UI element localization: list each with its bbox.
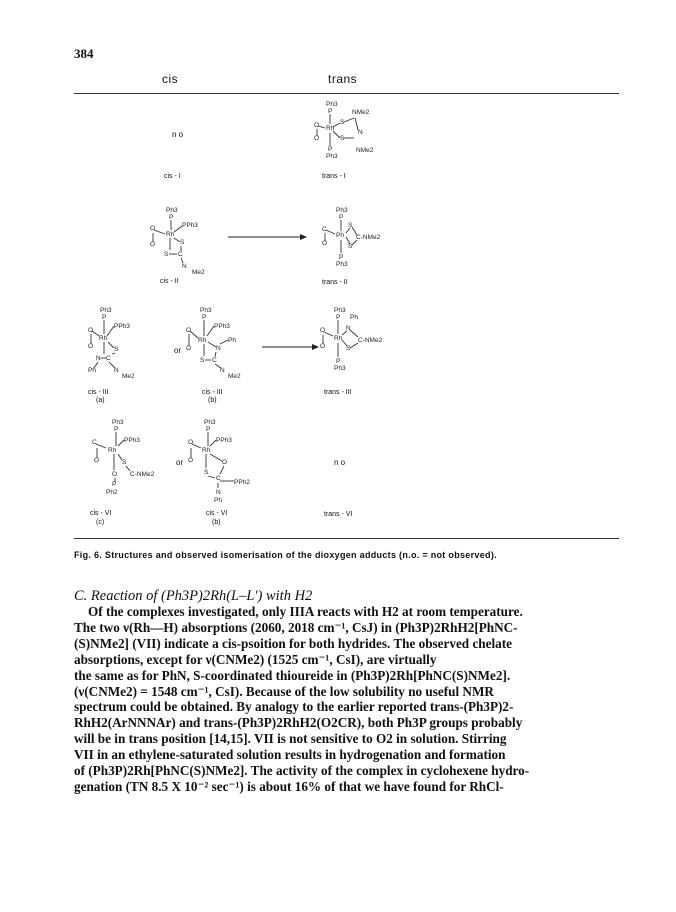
- svg-text:C: C: [106, 355, 111, 362]
- svg-text:C: C: [216, 475, 221, 482]
- svg-text:O: O: [314, 135, 320, 142]
- svg-text:Ph3: Ph3: [166, 207, 178, 214]
- label-cis-III-a: cis - III: [88, 389, 109, 396]
- body-line: (S)NMe2] (VII) indicate a cis-psoition for both hydrides. The observed chelate: [74, 635, 512, 651]
- svg-text:P: P: [206, 426, 211, 433]
- svg-text:O: O: [186, 345, 192, 352]
- or-connector-1: or: [174, 346, 182, 355]
- svg-text:Ph3: Ph3: [336, 261, 348, 268]
- svg-text:C-NMe2: C-NMe2: [356, 234, 381, 241]
- svg-text:Ph3: Ph3: [326, 101, 338, 108]
- svg-text:O: O: [88, 327, 94, 334]
- body-line: RhH2(ArNNNAr) and trans-(Ph3P)2RhH2(O2CR), both Ph3P groups probably: [74, 715, 523, 731]
- svg-text:NMe2: NMe2: [352, 109, 370, 116]
- column-header-trans: trans: [328, 72, 358, 86]
- svg-text:N: N: [96, 355, 101, 362]
- svg-text:Ph3: Ph3: [204, 419, 216, 426]
- svg-text:P: P: [202, 314, 207, 321]
- svg-text:N: N: [358, 129, 363, 136]
- svg-text:Ph2: Ph2: [106, 489, 118, 496]
- svg-text:S: S: [340, 119, 345, 126]
- svg-text:Ph3: Ph3: [112, 419, 124, 426]
- svg-text:P: P: [336, 314, 341, 321]
- svg-text:S: S: [340, 135, 345, 142]
- svg-text:Rh: Rh: [99, 335, 108, 342]
- svg-text:P: P: [112, 481, 117, 488]
- svg-text:Rh: Rh: [108, 447, 117, 454]
- svg-text:O: O: [186, 327, 192, 334]
- structure-cis-III-a: [84, 306, 164, 396]
- figure-caption: Fig. 6. Structures and observed isomerisation of the dioxygen adducts (n.o. = not observed).: [74, 550, 497, 560]
- svg-text:O: O: [188, 439, 194, 446]
- svg-text:PPh2: PPh2: [234, 479, 250, 486]
- svg-text:C: C: [178, 251, 183, 258]
- body-text: [74, 604, 634, 795]
- structure-cis-II: [130, 206, 220, 278]
- svg-text:C-NMe2: C-NMe2: [130, 471, 155, 478]
- svg-text:P: P: [328, 146, 333, 153]
- section-heading: C. Reaction of (Ph3P)2Rh(L–L') with H2: [74, 588, 313, 604]
- svg-text:NMe2: NMe2: [356, 147, 374, 154]
- label-cis-VI-d: cis - VI: [206, 510, 228, 517]
- structure-trans-III: [306, 306, 390, 386]
- label-trans-I: trans - I: [322, 173, 346, 180]
- figure-bottom-rule: [74, 538, 619, 539]
- svg-text:Me2: Me2: [228, 373, 241, 380]
- svg-text:P: P: [114, 426, 119, 433]
- body-line: Of the complexes investigated, only IIIA reacts with H2 at room temperature.: [88, 604, 523, 619]
- trans-VI-not-observed: n o: [334, 458, 346, 467]
- svg-text:C: C: [212, 357, 217, 364]
- svg-text:O: O: [320, 327, 326, 334]
- svg-text:O: O: [112, 471, 118, 478]
- body-line: genation (TN 8.5 X 10⁻² sec⁻¹) is about 16% of that we have found for RhCl-: [74, 778, 504, 794]
- svg-text:N: N: [114, 367, 119, 374]
- svg-text:S: S: [164, 251, 169, 258]
- svg-text:Ph3: Ph3: [336, 207, 348, 214]
- svg-text:Ph: Ph: [336, 232, 344, 239]
- svg-text:P: P: [102, 314, 107, 321]
- svg-text:PPh3: PPh3: [216, 437, 232, 444]
- body-line: (ν(CNMe2) = 1548 cm⁻¹, CsI). Because of the low solubility no useful NMR: [74, 683, 494, 699]
- svg-text:Ph: Ph: [350, 314, 358, 321]
- page-number: 384: [74, 46, 94, 61]
- label-cis-III-b-sub: (b): [208, 397, 217, 404]
- structure-cis-VI-c: [84, 418, 180, 514]
- column-header-cis: cis: [162, 72, 179, 86]
- svg-text:Ph3: Ph3: [334, 365, 346, 372]
- label-cis-II: cis - II: [160, 278, 179, 285]
- svg-text:C-NMe2: C-NMe2: [358, 337, 383, 344]
- svg-text:P: P: [169, 214, 174, 221]
- svg-text:Me2: Me2: [192, 269, 205, 276]
- svg-text:O: O: [222, 459, 228, 466]
- svg-text:P: P: [336, 358, 341, 365]
- svg-text:P: P: [328, 108, 333, 115]
- svg-text:Ph3: Ph3: [200, 307, 212, 314]
- label-trans-VI: trans - VI: [324, 511, 353, 518]
- svg-text:P: P: [339, 254, 344, 261]
- svg-text:S: S: [180, 239, 185, 246]
- svg-text:S: S: [346, 345, 351, 352]
- svg-text:O: O: [322, 240, 328, 247]
- label-cis-VI-c-sub: (c): [96, 519, 105, 526]
- structure-cis-VI-d: [182, 418, 278, 514]
- body-line: absorptions, except for ν(CNMe2) (1525 cm⁻¹, CsI), are virtually: [74, 651, 437, 667]
- svg-text:Ph3: Ph3: [326, 153, 338, 160]
- svg-text:Ph3: Ph3: [334, 307, 346, 314]
- svg-text:N: N: [182, 263, 187, 270]
- svg-text:Me2: Me2: [122, 373, 135, 380]
- svg-text:N: N: [216, 489, 221, 496]
- svg-text:O: O: [150, 225, 156, 232]
- svg-text:Ph: Ph: [228, 337, 236, 344]
- body-line: the same as for PhN, S-coordinated thioureide in (Ph3P)2Rh[PhNC(S)NMe2].: [74, 667, 511, 683]
- svg-text:C: C: [322, 226, 327, 233]
- label-trans-III: trans - III: [324, 389, 352, 396]
- body-line: The two ν(Rh—H) absorptions (2060, 2018 cm⁻¹, CsJ) in (Ph3P)2RhH2[PhNC-: [74, 619, 518, 635]
- svg-text:Rh: Rh: [202, 447, 211, 454]
- svg-text:Rh: Rh: [326, 125, 335, 132]
- svg-text:S: S: [204, 469, 209, 476]
- svg-text:Rh: Rh: [334, 335, 343, 342]
- svg-text:PPh3: PPh3: [214, 323, 230, 330]
- structure-trans-I: [300, 100, 380, 170]
- svg-text:O: O: [320, 343, 326, 350]
- label-cis-III-b: cis - III: [202, 389, 223, 396]
- structure-cis-III-b: [180, 306, 262, 396]
- svg-text:S: S: [348, 243, 353, 250]
- svg-text:N: N: [346, 325, 351, 332]
- body-line: will be in trans position [14,15]. VII is not sensitive to O2 in solution. Stirring: [74, 731, 507, 747]
- svg-text:S: S: [200, 357, 205, 364]
- svg-text:O: O: [94, 457, 100, 464]
- arrow-II: [228, 232, 308, 242]
- label-cis-VI-c: cis - VI: [90, 510, 112, 517]
- label-cis-I: cis - I: [164, 173, 181, 180]
- svg-text:N: N: [220, 367, 225, 374]
- svg-text:Rh: Rh: [198, 337, 207, 344]
- svg-text:S: S: [114, 346, 119, 353]
- svg-text:PPh3: PPh3: [182, 222, 198, 229]
- svg-text:Ph: Ph: [214, 497, 222, 504]
- svg-text:N: N: [216, 345, 221, 352]
- header-rule: [74, 93, 619, 94]
- svg-text:O: O: [314, 122, 320, 129]
- svg-text:S: S: [348, 222, 353, 229]
- svg-text:Rh: Rh: [166, 231, 175, 238]
- body-line: spectrum could be obtained. By analogy to the earlier reported trans-(Ph3P)2-: [74, 699, 514, 715]
- body-line: VII in an ethylene-saturated solution results in hydrogenation and formation: [74, 747, 506, 763]
- svg-text:O: O: [150, 241, 156, 248]
- structure-trans-II: [306, 206, 386, 276]
- svg-text:Ph: Ph: [88, 367, 96, 374]
- svg-text:Ph3: Ph3: [100, 307, 112, 314]
- svg-text:PPh3: PPh3: [114, 323, 130, 330]
- svg-text:O: O: [188, 457, 194, 464]
- svg-text:PPh3: PPh3: [124, 437, 140, 444]
- svg-text:S: S: [122, 459, 127, 466]
- cis-I-not-observed: n o: [172, 130, 184, 139]
- label-cis-VI-d-sub: (b): [212, 519, 221, 526]
- label-cis-III-a-sub: (a): [96, 397, 105, 404]
- svg-text:P: P: [339, 214, 344, 221]
- svg-text:C: C: [92, 439, 97, 446]
- label-trans-II: trans - II: [322, 279, 348, 286]
- body-line: of (Ph3P)2Rh[PhNC(S)NMe2]. The activity of the complex in cyclohexene hydro-: [74, 763, 530, 779]
- or-connector-2: or: [176, 458, 184, 467]
- svg-text:O: O: [88, 343, 94, 350]
